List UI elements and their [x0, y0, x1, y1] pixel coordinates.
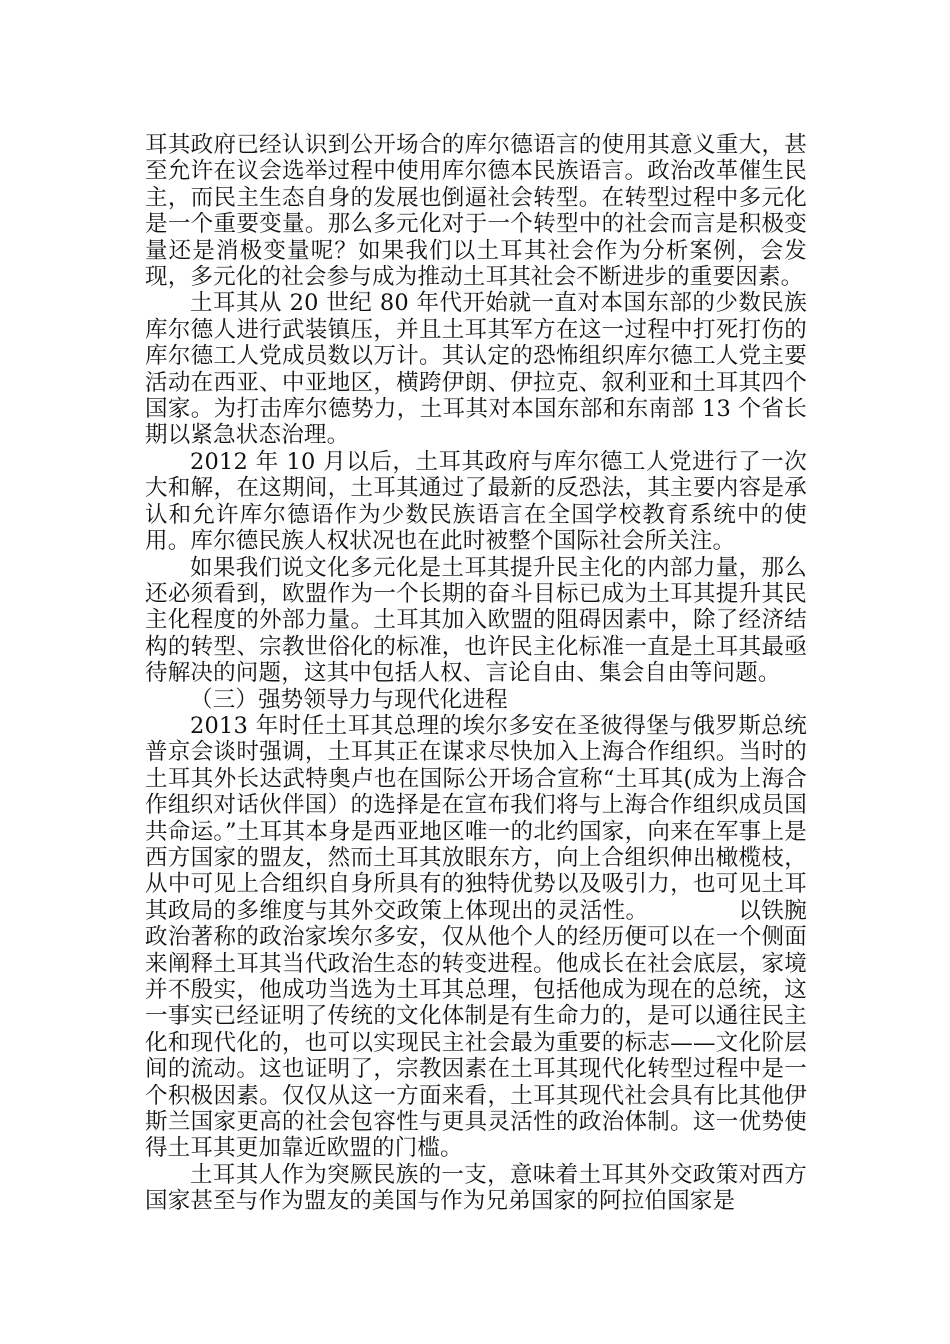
paragraph-sco-text: 2013 年时任土耳其总理的埃尔多安在圣彼得堡与俄罗斯总统普京会谈时强调，土耳其正在谋求尽快加入上海合作组织。当时的土耳其外长达武特奥卢也在国际公开场合宣称“土耳其(成为上海合作组织对话伙伴国）的选择是在宣布我们将与上海合作组织成员国共命运。”土耳其本身是西亚地区唯一的北约国家，向来在军事上是西方国家的盟友，然而土耳其放眼东方，向上合组织伸出橄榄枝，从中可见上合组织自身所具有的独特优势以及吸引力，也可见土耳其政局的多维度与其外交政策上体现出的灵活性。 [145, 712, 807, 924]
paragraph-continuation: 耳其政府已经认识到公开场合的库尔德语言的使用其意义重大，甚至允许在议会选举过程中使用库尔德本民族语言。政治改革催生民主，而民主生态自身的发展也倒逼社会转型。在转型过程中多元化是一个重要变量。那么多元化对于一个转型中的社会而言是积极变量还是消极变量呢？如果我们以土耳其社会作为分析案例，会发现，多元化的社会参与成为推动土耳其社会不断进步的重要因素。 [145, 132, 807, 291]
section-heading: （三）强势领导力与现代化进程 [190, 686, 508, 713]
paragraph-eu-democratization: 如果我们说文化多元化是土耳其提升民主化的内部力量，那么还必须看到，欧盟作为一个长期的奋斗目标已成为土耳其提升其民主化程度的外部力量。土耳其加入欧盟的阻碍因素中，除了经济结构的转型、宗教世俗化的标准，也许民主化标准一直是土耳其最亟待解决的问题，这其中包括人权、言论自由、集会自由等问题。 [145, 554, 807, 687]
paragraph-sco-and-erdogan [145, 713, 807, 1162]
paragraph-erdogan-text: 以铁腕政治著称的政治家埃尔多安，仅从他个人的经历便可以在一个侧面来阐释土耳其当代政治生态的转变进程。他成长在社会底层，家境并不殷实，他成功当选为土耳其总理，包括他成为现在的总统，这一事实已经证明了传统的文化体制是有生命力的，是可以通往民主化和现代化的，也可以实现民主社会最为重要的标志——文化阶层间的流动。这也证明了，宗教因素在土耳其现代化转型过程中是一个积极因素。仅仅从这一方面来看，土耳其现代社会具有比其他伊斯兰国家更高的社会包容性与更具灵活性的政治体制。这一优势使得土耳其更加靠近欧盟的门槛。 [145, 897, 807, 1162]
paragraph-kurdish-suppression: 土耳其从 20 世纪 80 年代开始就一直对本国东部的少数民族库尔德人进行武装镇压，并且土耳其军方在这一过程中打死打伤的库尔德工人党成员数以万计。其认定的恐怖组织库尔德工人党主要活动在西亚、中亚地区，横跨伊朗、伊拉克、叙利亚和土耳其四个国家。为打击库尔德势力，土耳其对本国东部和东南部 13 个省长期以紧急状态治理。 [145, 290, 807, 449]
paragraph-turkic-identity: 土耳其人作为突厥民族的一支，意味着土耳其外交政策对西方国家甚至与作为盟友的美国与作为兄弟国家的阿拉伯国家是 [145, 1161, 807, 1215]
body-text [145, 132, 807, 1215]
paragraph-reconciliation-2012: 2012 年 10 月以后，土耳其政府与库尔德工人党进行了一次大和解，在这期间，土耳其通过了最新的反恐法，其主要内容是承认和允许库尔德语作为少数民族语言在全国学校教育系统中的使用。库尔德民族人权状况也在此时被整个国际社会所关注。 [145, 448, 807, 555]
